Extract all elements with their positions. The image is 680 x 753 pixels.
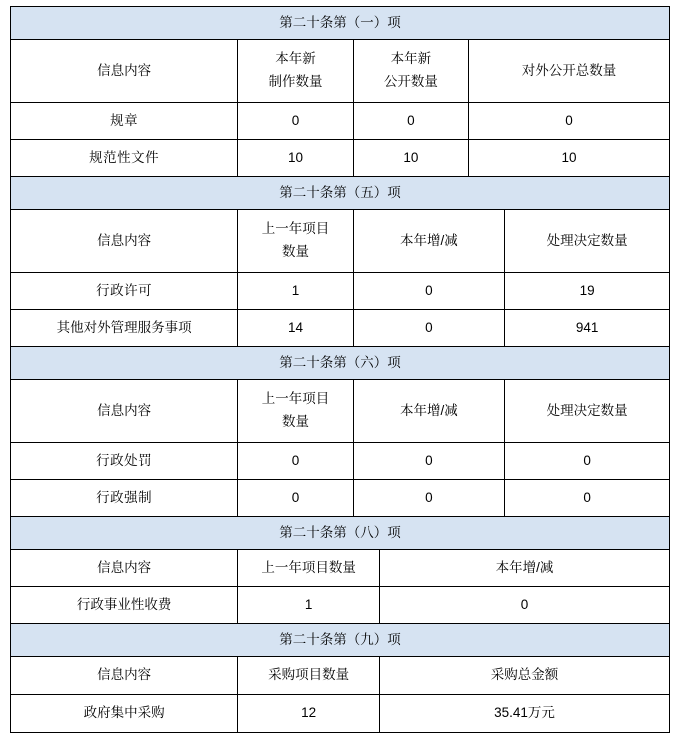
row-value: 0 [353,273,505,310]
column-header-change: 本年增/减 [380,550,670,587]
section-title-row [11,517,670,550]
row-value: 0 [353,310,505,347]
section-title: 第二十条第（六）项 [11,347,670,380]
column-header-prev-year-count: 上一年项目数量 [238,550,380,587]
column-header-row [11,40,670,103]
row-value: 1 [238,587,380,624]
row-value: 14 [238,310,353,347]
table-row [11,587,670,624]
column-header-decisions: 处理决定数量 [505,380,670,443]
table-item-6 [10,346,670,517]
column-header-info: 信息内容 [11,380,238,443]
column-header-prev-year-count: 上一年项目 数量 [238,210,353,273]
row-value: 35.41万元 [380,695,670,733]
row-value: 0 [353,103,468,140]
column-header-prev-year-count: 上一年项目 数量 [238,380,353,443]
row-value: 19 [505,273,670,310]
row-value: 0 [238,103,353,140]
column-header-info: 信息内容 [11,40,238,103]
row-value: 941 [505,310,670,347]
row-value: 0 [353,443,505,480]
section-title-row [11,347,670,380]
column-header-new-public: 本年新 公开数量 [353,40,468,103]
table-row [11,443,670,480]
row-label: 行政事业性收费 [11,587,238,624]
row-value: 12 [238,695,380,733]
table-row [11,140,670,177]
section-title-row [11,177,670,210]
table-item-1 [10,6,670,177]
row-label: 政府集中采购 [11,695,238,733]
row-label: 规章 [11,103,238,140]
table-item-8 [10,516,670,624]
table-item-5 [10,176,670,347]
section-title: 第二十条第（五）项 [11,177,670,210]
column-header-row [11,657,670,695]
table-row [11,695,670,733]
column-header-new-made: 本年新 制作数量 [238,40,353,103]
table-item-9 [10,623,670,733]
row-value: 0 [505,480,670,517]
column-header-info: 信息内容 [11,550,238,587]
column-header-change: 本年增/减 [353,210,505,273]
row-value: 1 [238,273,353,310]
row-value: 0 [505,443,670,480]
row-value: 0 [353,480,505,517]
row-value: 10 [353,140,468,177]
row-label: 规范性文件 [11,140,238,177]
row-label: 其他对外管理服务事项 [11,310,238,347]
table-row [11,310,670,347]
row-value: 0 [238,480,353,517]
section-title-row [11,624,670,657]
section-title: 第二十条第（九）项 [11,624,670,657]
column-header-row [11,380,670,443]
table-row [11,273,670,310]
column-header-purchase-count: 采购项目数量 [238,657,380,695]
column-header-info: 信息内容 [11,657,238,695]
table-row [11,103,670,140]
row-value: 10 [468,140,669,177]
column-header-purchase-amount: 采购总金额 [380,657,670,695]
table-row [11,480,670,517]
column-header-change: 本年增/减 [353,380,505,443]
column-header-row [11,550,670,587]
row-value: 10 [238,140,353,177]
row-value: 0 [238,443,353,480]
section-title: 第二十条第（一）项 [11,7,670,40]
column-header-total-public: 对外公开总数量 [468,40,669,103]
row-value: 0 [380,587,670,624]
column-header-decisions: 处理决定数量 [505,210,670,273]
row-label: 行政许可 [11,273,238,310]
row-label: 行政强制 [11,480,238,517]
column-header-info: 信息内容 [11,210,238,273]
column-header-row [11,210,670,273]
row-label: 行政处罚 [11,443,238,480]
section-title-row [11,7,670,40]
section-title: 第二十条第（八）项 [11,517,670,550]
row-value: 0 [468,103,669,140]
